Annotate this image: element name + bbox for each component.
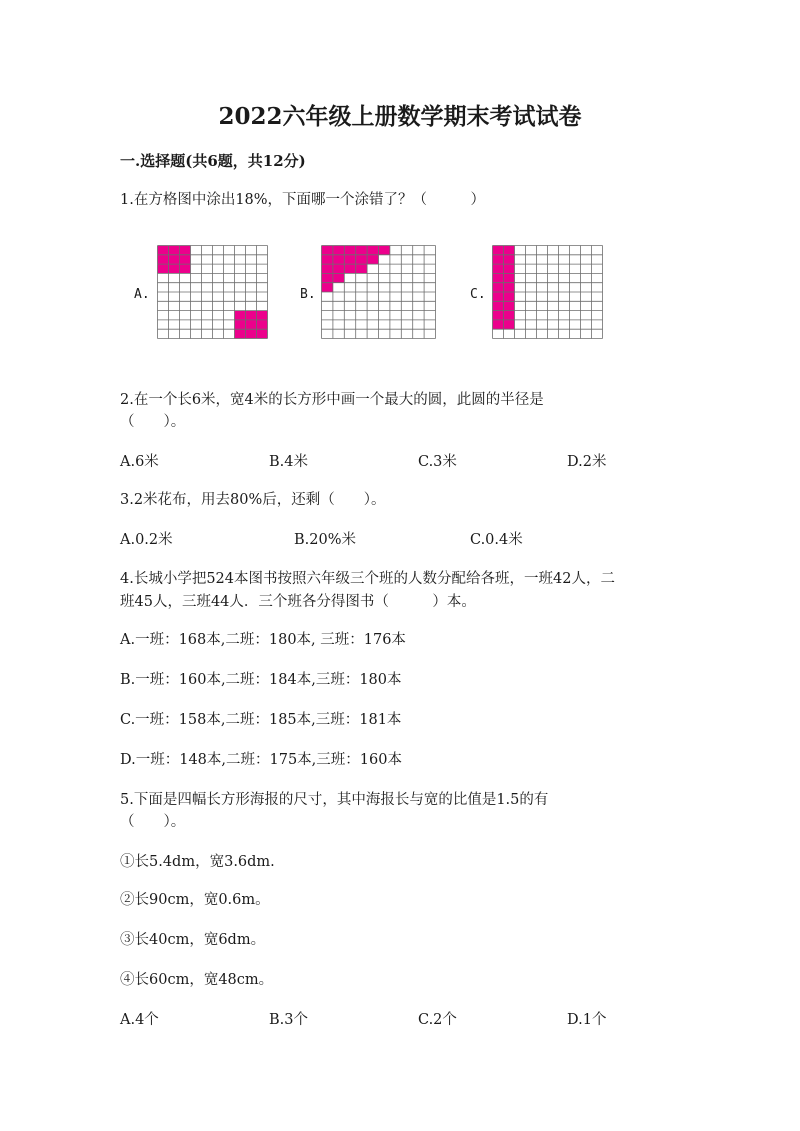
shaded-cell <box>257 311 268 320</box>
question-2-line-1: 2.在一个长6米，宽4米的长方形中画一个最大的圆，此圆的半径是 <box>120 392 544 408</box>
shaded-cell <box>493 283 504 292</box>
shaded-cell <box>344 246 355 255</box>
shaded-cell <box>180 264 191 273</box>
q5-option-b: B.3个 <box>269 1012 308 1028</box>
shaded-cell <box>356 255 367 264</box>
q5-item-3: ③长40cm，宽6dm。 <box>120 932 266 948</box>
question-1-text: 1.在方格图中涂出18%，下面哪一个涂错了？（ ） <box>120 192 486 208</box>
q4-option-c: C.一班：158本,二班：185本,三班：181本 <box>120 712 402 728</box>
question-5-line-1: 5.下面是四幅长方形海报的尺寸，其中海报长与宽的比值是1.5的有 <box>120 792 549 808</box>
shaded-cell <box>344 255 355 264</box>
shaded-cell <box>367 246 378 255</box>
shaded-cell <box>379 246 390 255</box>
shaded-cell <box>158 246 169 255</box>
shaded-cell <box>356 264 367 273</box>
shaded-cell <box>504 246 515 255</box>
shaded-cell <box>504 273 515 282</box>
shaded-cell <box>493 246 504 255</box>
shaded-cell <box>169 246 180 255</box>
shaded-cell <box>322 283 333 292</box>
q1-label-b: B. <box>300 287 316 302</box>
shaded-cell <box>344 264 355 273</box>
shaded-cell <box>235 329 246 338</box>
shaded-cell <box>333 273 344 282</box>
shaded-cell <box>333 255 344 264</box>
shaded-cell <box>493 292 504 301</box>
q2-option-b: B.4米 <box>269 454 308 470</box>
q1-grid-a <box>157 245 269 340</box>
q5-option-c: C.2个 <box>418 1012 457 1028</box>
shaded-cell <box>169 264 180 273</box>
shaded-cell <box>169 255 180 264</box>
shaded-cell <box>493 255 504 264</box>
q5-option-d: D.1个 <box>567 1012 607 1028</box>
q4-option-b: B.一班：160本,二班：184本,三班：180本 <box>120 672 402 688</box>
shaded-cell <box>257 329 268 338</box>
shaded-cell <box>158 264 169 273</box>
question-4-line-2: 班45人，三班44人．三个班各分得图书（ ）本。 <box>120 594 476 610</box>
shaded-cell <box>246 320 257 329</box>
shaded-cell <box>504 311 515 320</box>
shaded-cell <box>333 264 344 273</box>
shaded-cell <box>504 264 515 273</box>
q2-option-a: A.6米 <box>120 454 159 470</box>
q3-option-b: B.20%米 <box>294 532 356 548</box>
shaded-cell <box>257 320 268 329</box>
shaded-cell <box>158 255 169 264</box>
shaded-cell <box>235 311 246 320</box>
q1-label-a: A. <box>134 287 150 302</box>
shaded-cell <box>235 320 246 329</box>
q4-option-a: A.一班：168本,二班：180本, 三班：176本 <box>120 632 406 648</box>
shaded-cell <box>493 301 504 310</box>
question-4-line-1: 4.长城小学把524本图书按照六年级三个班的人数分配给各班，一班42人，二 <box>120 571 615 587</box>
q5-item-4: ④长60cm，宽48cm。 <box>120 972 274 988</box>
shaded-cell <box>493 273 504 282</box>
shaded-cell <box>493 311 504 320</box>
question-3-text: 3.2米花布，用去80%后，还剩（ ）。 <box>120 492 386 508</box>
shaded-cell <box>322 273 333 282</box>
shaded-cell <box>322 255 333 264</box>
shaded-cell <box>504 301 515 310</box>
question-2-line-2: （ ）。 <box>120 414 186 430</box>
q1-grid-b <box>321 245 437 340</box>
q2-option-d: D.2米 <box>567 454 607 470</box>
q2-option-c: C.3米 <box>418 454 457 470</box>
shaded-cell <box>246 329 257 338</box>
shaded-cell <box>180 255 191 264</box>
shaded-cell <box>367 255 378 264</box>
q3-option-a: A.0.2米 <box>120 532 173 548</box>
shaded-cell <box>322 246 333 255</box>
shaded-cell <box>504 255 515 264</box>
page-title: 2022六年级上册数学期末考试试卷 <box>218 103 582 130</box>
shaded-cell <box>246 311 257 320</box>
shaded-cell <box>333 246 344 255</box>
shaded-cell <box>504 320 515 329</box>
shaded-cell <box>356 246 367 255</box>
q1-grid-c <box>492 245 604 340</box>
shaded-cell <box>180 246 191 255</box>
q3-option-c: C.0.4米 <box>470 532 523 548</box>
shaded-cell <box>493 264 504 273</box>
shaded-cell <box>493 320 504 329</box>
q1-label-c: C. <box>470 287 486 302</box>
shaded-cell <box>504 292 515 301</box>
shaded-cell <box>322 264 333 273</box>
q5-item-1: ①长5.4dm，宽3.6dm. <box>120 854 275 870</box>
q4-option-d: D.一班：148本,二班：175本,三班：160本 <box>120 752 402 768</box>
q5-item-2: ②长90cm，宽0.6m。 <box>120 892 270 908</box>
section-heading: 一.选择题(共6题，共12分) <box>120 152 306 170</box>
shaded-cell <box>504 283 515 292</box>
q5-option-a: A.4个 <box>120 1012 159 1028</box>
question-5-line-2: （ ）。 <box>120 814 186 830</box>
